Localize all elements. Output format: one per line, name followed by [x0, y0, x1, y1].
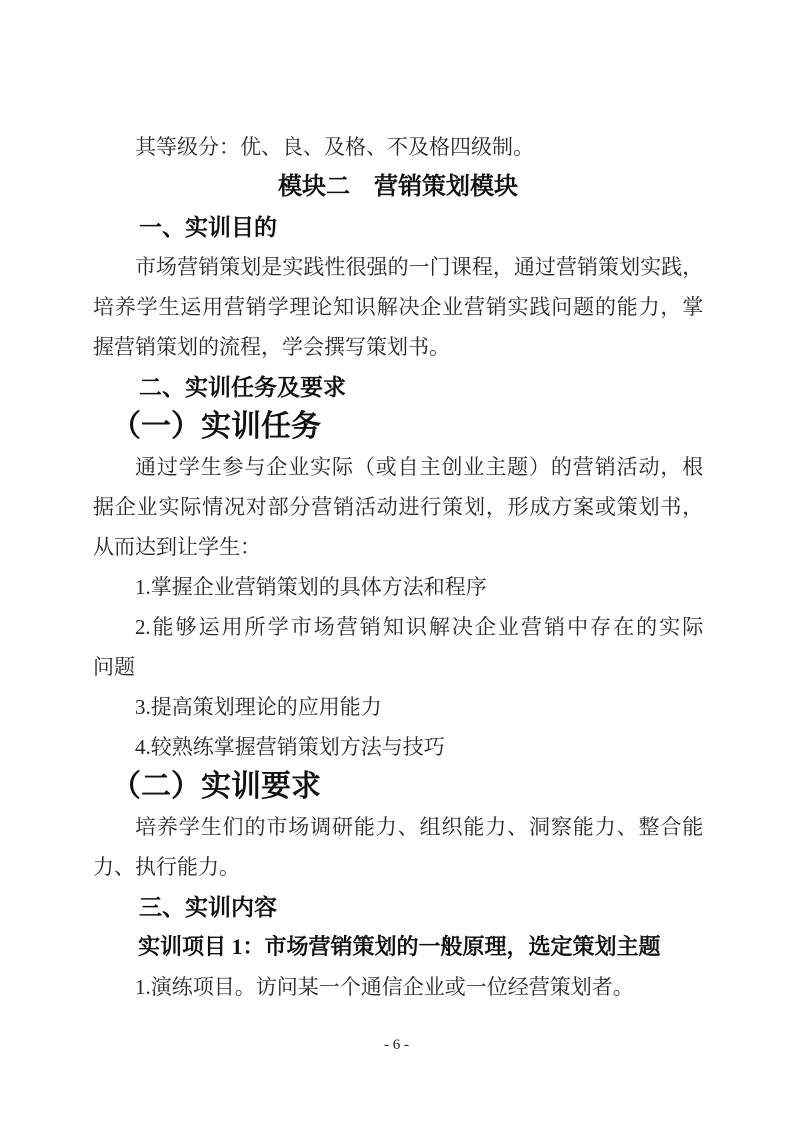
subsection-heading: （二）实训要求 — [111, 770, 321, 803]
body-text-line: 1.演练项目。访问某一个通信企业或一位经营策划者。 — [135, 975, 634, 999]
body-text-line: 通过学生参与企业实际（或自主创业主题）的营销活动，根 — [135, 455, 703, 479]
section-heading: 二、实训任务及要求 — [139, 374, 346, 400]
document-content — [93, 127, 703, 1007]
body-text-line: 4.较熟练掌握营销策划方法与技巧 — [135, 735, 445, 759]
section-heading: 三、实训内容 — [139, 894, 277, 920]
document-title: 模块二 营销策划模块 — [278, 173, 518, 200]
body-text-line: 1.掌握企业营销策划的具体方法和程序 — [135, 575, 487, 599]
body-text-line: 3.提高策划理论的应用能力 — [135, 695, 382, 719]
body-text-line: 其等级分：优、良、及格、不及格四级制。 — [135, 135, 534, 159]
page-footer — [0, 1034, 793, 1056]
body-text-line: 问题 — [93, 655, 135, 679]
project-heading: 实训项目 1：市场营销策划的一般原理，选定策划主题 — [138, 934, 661, 959]
body-text-line: 市场营销策划是实践性很强的一门课程，通过营销策划实践， — [135, 255, 703, 279]
body-text-line: 据企业实际情况对部分营销活动进行策划，形成方案或策划书， — [93, 495, 703, 519]
body-text-line: 从而达到让学生： — [93, 535, 261, 559]
subsection-heading: （一）实训任务 — [111, 410, 321, 443]
section-heading: 一、实训目的 — [139, 214, 277, 240]
body-text-line: 培养学生运用营销学理论知识解决企业营销实践问题的能力，掌 — [93, 295, 703, 319]
body-text-line: 2.能够运用所学市场营销知识解决企业营销中存在的实际 — [135, 615, 703, 639]
body-text-line: 培养学生们的市场调研能力、组织能力、洞察能力、整合能 — [135, 815, 703, 839]
page-number: - 6 - — [384, 1037, 409, 1053]
body-text-line: 力、执行能力。 — [93, 855, 240, 879]
body-text-line: 握营销策划的流程，学会撰写策划书。 — [93, 335, 450, 359]
